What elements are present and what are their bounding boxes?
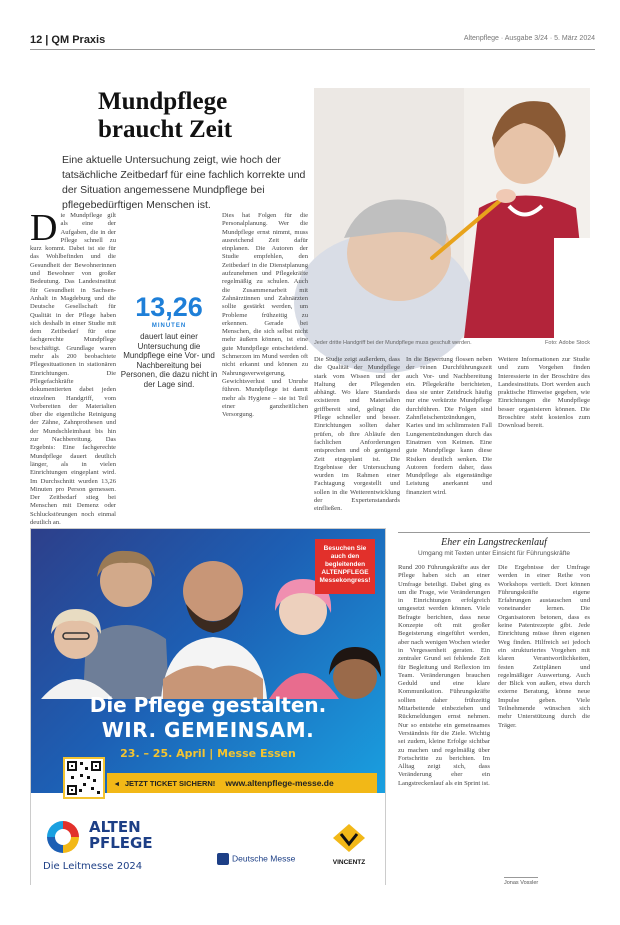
altenpflege-swirl-graphic: [43, 817, 83, 857]
article-column-3-text: Die Studie zeigt außerdem, dass die Qualität der Mundpflege stark vom Wissen und der Haltung der Pflegenden abhängt. Wo klare Standards existieren und Materialien griffbereit sind, gelingt die Pflege schneller und besser. Einrichtungen sollten daher prüfen, ob ihre Abläufe den fachlichen Anforderungen entsprechen und ob genügend Zeit eingeplant ist. Die Ergebnisse der Untersuchung wurden im Rahmen einer Fachtagung vorgestellt und sollen in die Weiterentwicklung der Expertenstandards einfließen.: [314, 356, 400, 513]
factbox-unit: MINUTEN: [151, 323, 187, 329]
advertisement[interactable]: [30, 528, 386, 885]
article-column-5-text: Weitere Informationen zur Studie und zum Vorgehen finden Interessierte in der Broschüre des Landesinstituts. Dort werden auch praktische Hinweise gegeben, wie Einrichtungen die Mundpflege besser organisieren können. Die Broschüre steht kostenlos zum Download bereit.: [498, 356, 590, 430]
headline-line-1: Mundpflege: [98, 88, 228, 115]
ad-cta[interactable]: JETZT TICKET SICHERN!: [124, 779, 216, 788]
photo-caption: [314, 340, 590, 346]
ad-event-date: 23. – 25. April | Messe Essen: [120, 747, 296, 760]
factbox: [120, 292, 218, 389]
partner-2-name: VINCENTZ: [332, 859, 366, 866]
qr-code-icon[interactable]: [63, 757, 105, 799]
page-header: [30, 34, 595, 50]
sidebar-column-1-text: Rund 200 Führungskräfte aus der Pflege haben sich an einer Umfrage beteiligt. Dabei ging es um die Frage, wie Veränderungen in Einrichtungen erfolgreich umgesetzt werden können. Viele Befragte berichten, dass neue Konzepte oft mit großer Begeisterung eingeführt werden, aber nach wenigen Wochen wieder in Vergessenheit geraten. Ein zentraler Grund sei fehlende Zeit für Begleitung und Reflexion im Team. Veränderungen brauchen Geduld und eine klare Kommunikation. Führungskräfte sollten daher frühzeitig Mitarbeitende einbeziehen und Rückmeldungen ernst nehmen. Nur so entstehe ein gemeinsames Verständnis für die Ziele. Wichtig sei zudem, kleine Erfolge sichtbar zu machen und regelmäßig über Fortschritte zu berichten. Im Alltag zeigt sich, dass Veränderung eher ein Langstreckenlauf als ein Sprint ist.: [398, 564, 490, 787]
altenpflege-logo-icon: [43, 817, 83, 861]
ad-congress-badge[interactable]: Besuchen Sie auch den begleitenden ALTENPFLEGE Messekongress!: [315, 539, 375, 594]
altenpflege-wordmark: [89, 819, 153, 851]
ad-footer: [31, 805, 385, 885]
ad-slogan-line-2: WIR. GEMEINSAM.: [101, 718, 315, 742]
ad-hero: [31, 529, 385, 793]
photo-credit: Foto: Adobe Stock: [545, 340, 590, 346]
caregiver-photo-illustration: [314, 88, 590, 338]
qr-code-graphic: [65, 759, 103, 797]
partner-1-name: Deutsche Messe: [232, 853, 296, 864]
sidebar-author: Jonas Vossler: [504, 877, 538, 886]
deutsche-messe-icon: [217, 853, 229, 865]
dropcap: D: [30, 207, 58, 249]
brand-subtitle: Die Leitmesse 2024: [43, 861, 143, 872]
ad-url-link[interactable]: www.altenpflege-messe.de: [225, 778, 334, 788]
article-headline: [98, 88, 308, 144]
article-column-2-text: Dies hat Folgen für die Personalplanung. Wer die Mundpflege ernst nimmt, muss ausreichend Zeit dafür einplanen. Die Autoren der Studie empfehlen, den Zeitbedarf in die Dienstplanung aufzunehmen und Pflegekräfte regelmäßig zu schulen. Auch die Zusammenarbeit mit Zahnärztinnen und Zahnärzten sollte gestärkt werden, um Probleme frühzeitig zu erkennen. Gerade bei Menschen, die sich selbst nicht mehr äußern können, ist eine gute Mundpflege entscheidend. Schmerzen im Mund werden oft nicht erkannt und können zu Nahrungsverweigerung, Gewichtsverlust und Unruhe führen. Mundpflege ist damit mehr als Hygiene – sie ist Teil einer ganzheitlichen Versorgung.: [222, 212, 308, 419]
ad-slogan-line-1: Die Pflege gestalten.: [89, 693, 327, 717]
headline-line-2: braucht Zeit: [98, 116, 233, 143]
article-column-1: [30, 207, 116, 526]
article-column-5: [498, 356, 590, 512]
factbox-text: dauert laut einer Untersuchung die Mundpflege eine Vor- und Nachbereitung bei Personen, die dazu nicht in der Lage sind.: [120, 332, 218, 389]
sidebar-column-1: [398, 564, 490, 886]
article-column-4: [406, 356, 492, 512]
factbox-number: 13,26: [135, 292, 203, 322]
article-column-3: [314, 356, 400, 512]
vincentz-logo: [329, 823, 369, 866]
arrow-left-icon: ◂: [115, 779, 119, 788]
article-photo: [314, 88, 590, 338]
deutsche-messe-logo: [217, 853, 295, 865]
brand-line-1: ALTEN: [89, 818, 141, 836]
issue-meta: Altenpflege · Ausgabe 3/24 · 5. März 2024: [463, 35, 595, 42]
sidebar-title: Eher ein Langstreckenlauf: [441, 537, 547, 548]
sidebar-column-2-text: Die Ergebnisse der Umfrage werden in einer Reihe von Workshops vertieft. Dort können Führungskräfte eigene Erfahrungen austauschen und voneinander lernen. Die Organisatoren betonen, dass es keine Patentrezepte gibt. Jede Einrichtung müsse ihren eigenen Weg finden. Hilfreich sei jedoch ein strukturiertes Vorgehen mit klaren Verantwortlichkeiten, festen Zeitplänen und regelmäßiger Auswertung. Auch der Blick von außen, etwa durch externe Beratung, könne neue Impulse geben. Viele Teilnehmende wünschen sich mehr Unterstützung durch die Träger.: [498, 564, 590, 729]
article-column-4-text: In die Bewertung flossen neben der reinen Durchführungszeit auch Vor- und Nachbereitung ein. Pflegekräfte berichteten, dass sie unter Zeitdruck häufig nur eine verkürzte Mundpflege durchführen. Die Folgen sind Zahnfleischentzündungen, Karies und im schlimmsten Fall Lungenentzündungen durch das Einatmen von Keimen. Eine gute Mundpflege kann diese Risiken deutlich senken. Die Autoren fordern daher, dass Mundpflege als eigenständige Leistung anerkannt und finanziert wird.: [406, 356, 492, 496]
section-label: 12 | QM Praxis: [30, 34, 106, 46]
photo-caption-text: Jeder dritte Handgriff bei der Mundpflege muss geschult werden.: [314, 340, 472, 346]
vincentz-diamond-icon: [332, 823, 366, 853]
ad-ticket-bar[interactable]: [107, 773, 377, 793]
sidebar-column-2: [498, 564, 590, 872]
sidebar-subtitle: Umgang mit Texten unter Einsicht für Führungskräfte: [418, 550, 570, 557]
article-column-1-text: ie Mundpflege gilt als eine der Aufgaben, die in der Pflege schnell zu kurz kommt. Dabei ist sie für das Wohlbefinden und die Gesundheit der Bewohnerinnen und Bewohner von großer Bedeutung. Das Landesinstitut für Gesundheit in Sachsen-Anhalt in Magdeburg und die Deutsche Gesellschaft für Qualität in der Pflege haben sich deshalb in einer Studie mit dem Zeitbedarf für eine fachgerechte Mundpflege beschäftigt. Grundlage waren mehr als 200 beobachtete Pflegesituationen in stationären Einrichtungen. Die Pflegefachkräfte dokumentierten dabei jeden einzelnen Handgriff, vom Vorbereiten der Materialien über die eigentliche Reinigung der Zähne, Zahnprothesen und der Mundschleimhaut bis hin zur Nachbereitung. Das Ergebnis: Eine fachgerechte Mundpflege dauert deutlich länger, als in vielen Einrichtungen eingeplant wird. Im Durchschnitt wurden 13,26 Minuten pro Person gemessen. Der Zeitbedarf stieg bei Menschen mit Demenz oder Schluckstörungen noch einmal deutlich an.: [30, 212, 116, 526]
article-column-2: [222, 212, 308, 512]
article-lead: Eine aktuelle Untersuchung zeigt, wie hoch der tatsächliche Zeitbedarf für eine fachlich korrekte und der Situation angemessene Mundpflege bei pflegebedürftigen Menschen ist.: [62, 154, 306, 211]
brand-line-2: PFLEGE: [89, 834, 153, 852]
sidebar-rule: [398, 532, 590, 533]
